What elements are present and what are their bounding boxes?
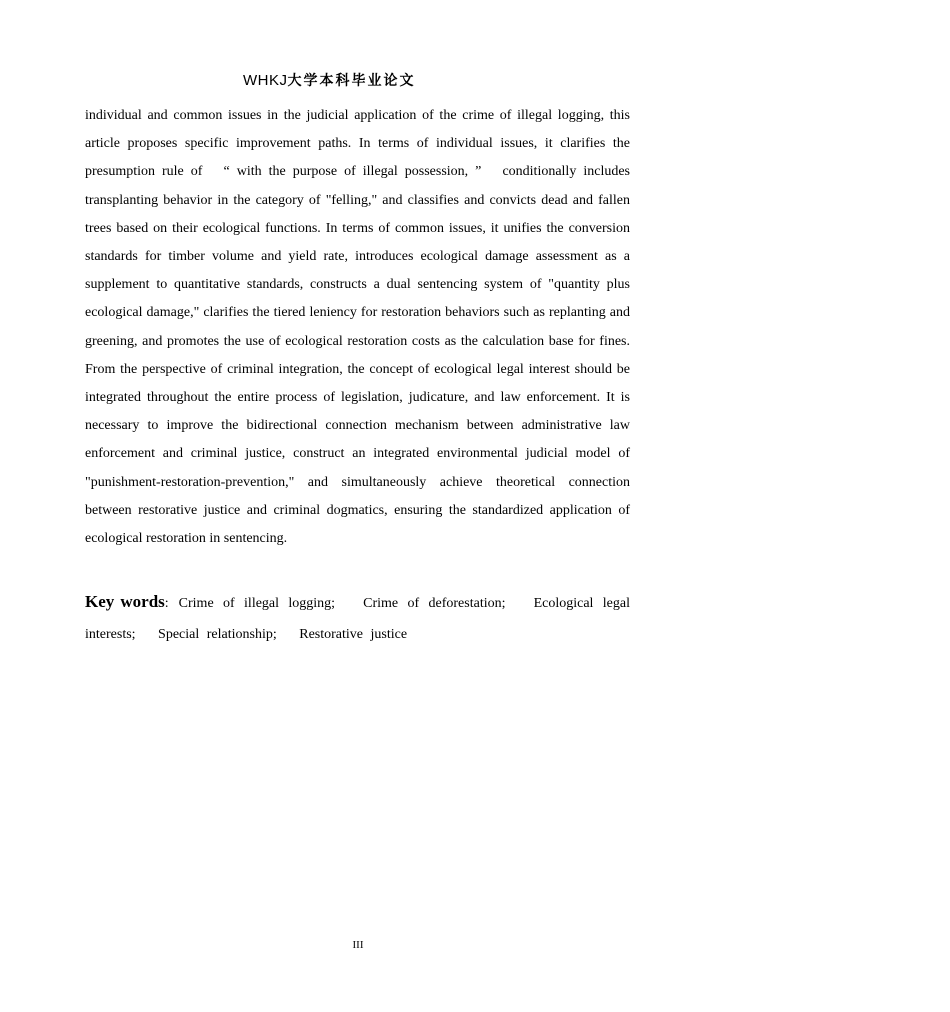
header-thesis-title: 大学本科毕业论文 — [287, 73, 416, 89]
keywords-terms: Crime of illegal logging; Crime of deforestation; Ecological legal interests; Special relationship; Restorative justice — [85, 596, 630, 642]
keywords-colon: : — [164, 596, 169, 611]
page-header — [243, 71, 416, 91]
page-number: III — [352, 939, 364, 951]
keywords-line — [85, 586, 630, 650]
abstract-paragraph: individual and common issues in the judicial application of the crime of illegal logging, this article proposes specific improvement paths. In terms of individual issues, it clarifies the presumption rule of “ with the purpose of illegal possession, ” conditionally includes transplanting behavior in the category of "felling," and classifies and convicts dead and fallen trees based on their ecological functions. In terms of common issues, it unifies the conversion standards for timber volume and yield rate, introduces ecological damage assessment as a supplement to quantitative standards, constructs a dual sentencing system of "quantity plus ecological damage," clarifies the tiered leniency for restoration behaviors such as replanting and greening, and promotes the use of ecological restoration costs as the calculation base for fines. From the perspective of criminal integration, the concept of ecological legal interest should be integrated throughout the entire process of legislation, judicature, and law enforcement. It is necessary to improve the bidirectional connection mechanism between administrative law enforcement and criminal justice, construct an integrated environmental judicial model of "punishment-restoration-prevention," and simultaneously achieve theoretical connection between restorative justice and criminal dogmatics, ensuring the standardized application of ecological restoration in sentencing. — [85, 108, 630, 547]
header-university-code: WHKJ — [243, 72, 288, 89]
keywords-label: Key words — [85, 592, 165, 611]
